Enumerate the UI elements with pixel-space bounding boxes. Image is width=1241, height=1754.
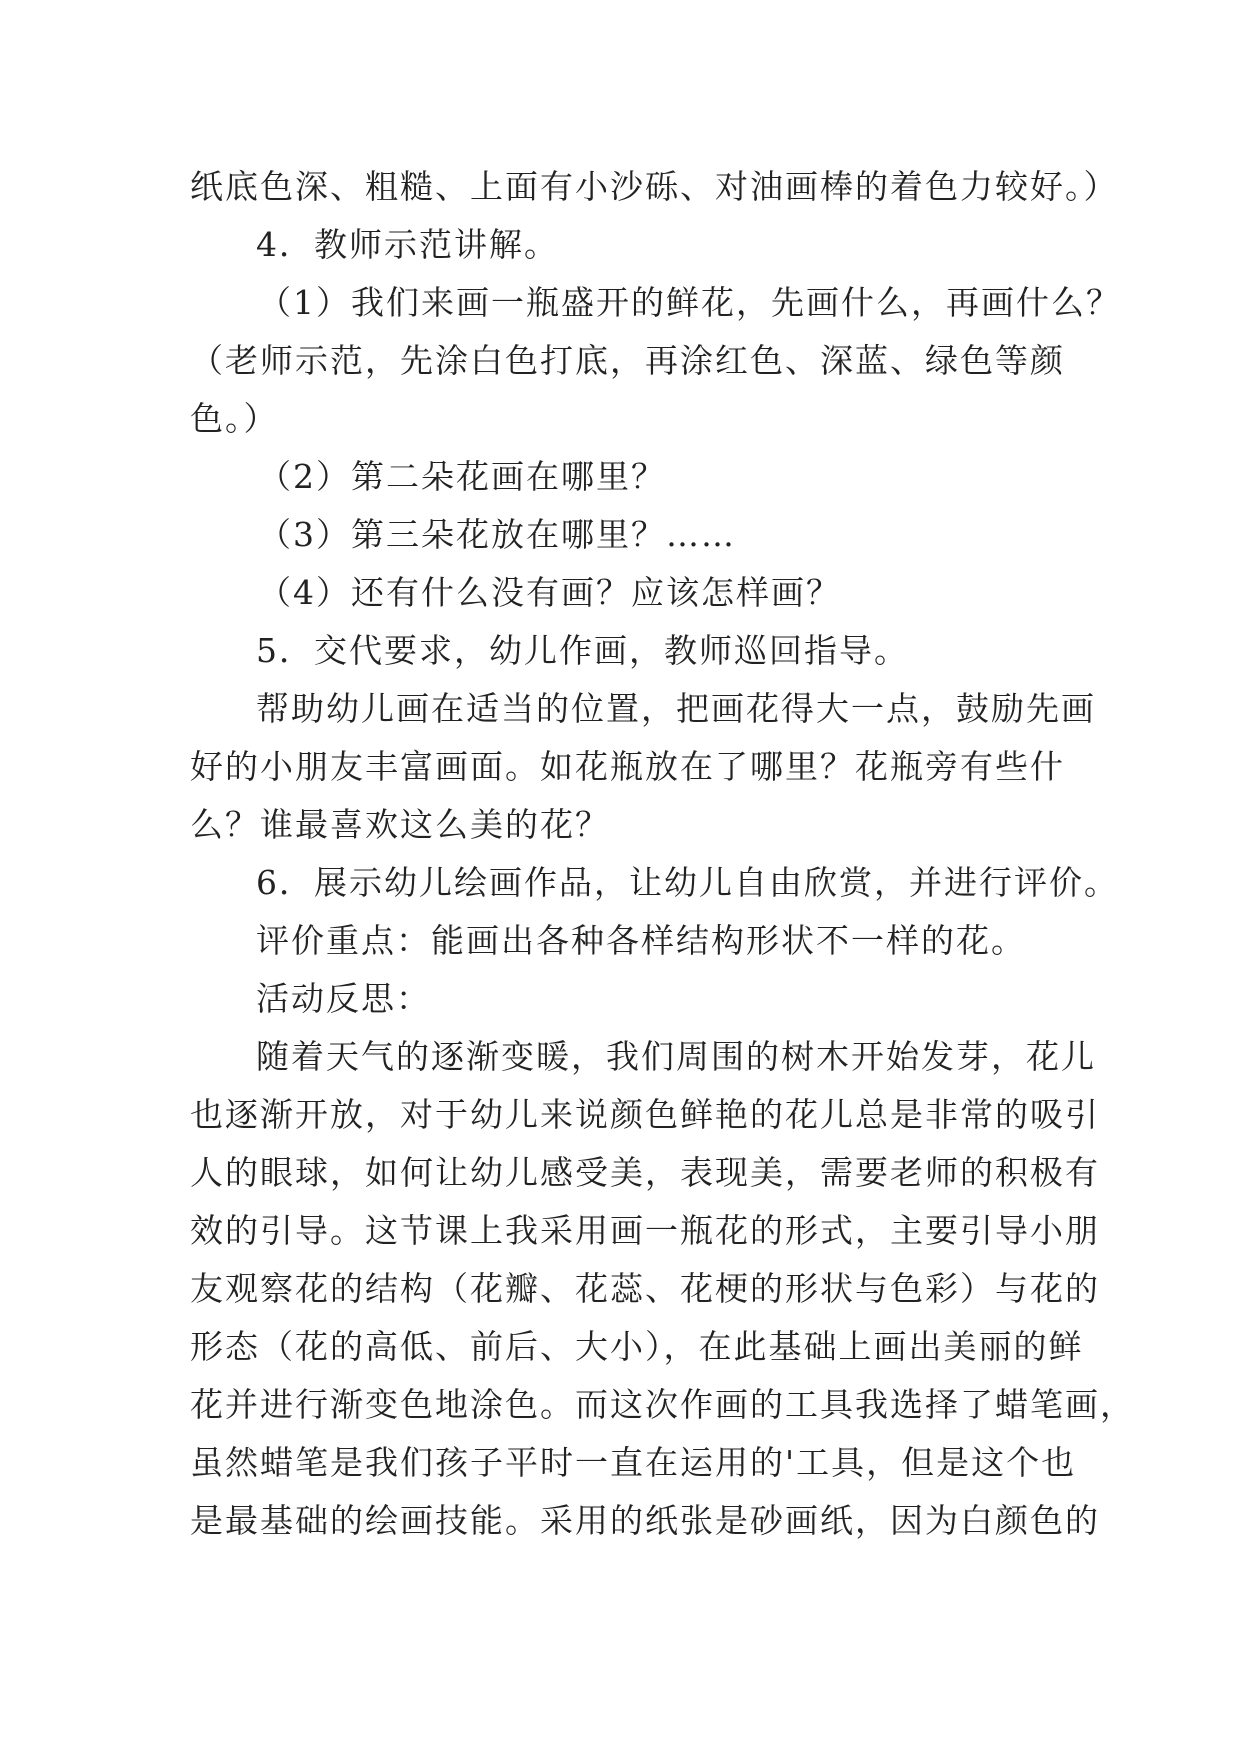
text-line: 色。） — [190, 399, 279, 438]
text-line: 好的小朋友丰富画面。如花瓶放在了哪里？花瓶旁有些什 — [190, 747, 1065, 786]
text-line: （2）第二朵花画在哪里？ — [258, 457, 666, 496]
text-line: 帮助幼儿画在适当的位置，把画花得大一点，鼓励先画 — [256, 689, 1096, 728]
text-line: （老师示范，先涂白色打底，再涂红色、深蓝、绿色等颜 — [190, 341, 1065, 380]
text-line: （3）第三朵花放在哪里？…… — [258, 515, 736, 554]
text-line: 也逐渐开放，对于幼儿来说颜色鲜艳的花儿总是非常的吸引 — [190, 1095, 1100, 1134]
text-line: 随着天气的逐渐变暖，我们周围的树木开始发芽，花儿 — [256, 1037, 1096, 1076]
text-line: 6．展示幼儿绘画作品，让幼儿自由欣赏，并进行评价。 — [256, 863, 1119, 902]
text-line: （1）我们来画一瓶盛开的鲜花，先画什么，再画什么？ — [258, 283, 1121, 322]
text-line: 是最基础的绘画技能。采用的纸张是砂画纸，因为白颜色的 — [190, 1501, 1100, 1540]
text-line: 人的眼球，如何让幼儿感受美，表现美，需要老师的积极有 — [190, 1153, 1100, 1192]
text-line: 虽然蜡笔是我们孩子平时一直在运用的'工具，但是这个也 — [190, 1443, 1077, 1482]
text-line: 友观察花的结构（花瓣、花蕊、花梗的形状与色彩）与花的 — [190, 1269, 1100, 1308]
text-line: 么？谁最喜欢这么美的花？ — [190, 805, 610, 844]
text-line: 4．教师示范讲解。 — [256, 225, 559, 264]
text-line: （4）还有什么没有画？应该怎样画？ — [258, 573, 841, 612]
text-line: 效的引导。这节课上我采用画一瓶花的形式，主要引导小朋 — [190, 1211, 1100, 1250]
text-line: 花并进行渐变色地涂色。而这次作画的工具我选择了蜡笔画， — [190, 1385, 1135, 1424]
text-line: 评价重点：能画出各种各样结构形状不一样的花。 — [256, 921, 1026, 960]
text-line: 5．交代要求，幼儿作画，教师巡回指导。 — [256, 631, 909, 670]
text-line: 形态（花的高低、前后、大小），在此基础上画出美丽的鲜 — [190, 1327, 1084, 1366]
text-line: 活动反思： — [256, 979, 431, 1018]
text-line: 纸底色深、粗糙、上面有小沙砾、对油画棒的着色力较好。） — [190, 167, 1119, 206]
